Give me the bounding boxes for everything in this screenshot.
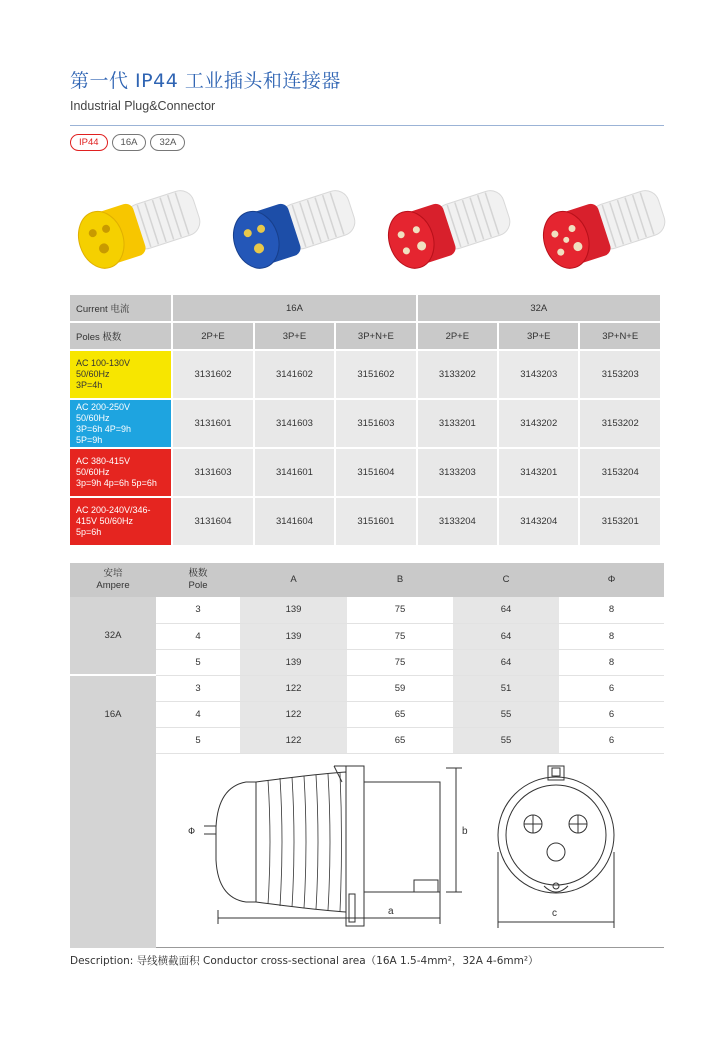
table-cell: 3141604 [255,498,334,545]
table-row [70,449,660,496]
table-cell: 75 [347,649,453,675]
blue-plug-image [225,175,360,285]
table-row [70,597,664,623]
table-cell: 4 [156,623,240,649]
table-cell: 8 [559,649,664,675]
ampere-cell: 32A [70,597,156,675]
table-cell: 64 [453,623,559,649]
yellow-plug-image [70,175,205,285]
table-cell: 55 [453,701,559,727]
page-subtitle: Industrial Plug&Connector [70,99,216,113]
table-cell: 3143201 [499,449,578,496]
table-cell: 64 [453,649,559,675]
table-cell: 51 [453,675,559,701]
red-plug-4pin-image [380,175,515,285]
table-cell: 3131603 [173,449,252,496]
table-row [70,727,664,753]
table-cell: 3153203 [580,351,660,398]
table-cell: 3151604 [336,449,415,496]
table-cell: 3143203 [499,351,578,398]
voltage-label-red-2: AC 200-240V/346- 415V 50/60Hz 5p=6h [70,498,171,545]
table-cell: 3133203 [418,449,497,496]
table-cell: 3141601 [255,449,334,496]
voltage-label-blue: AC 200-250V 50/60Hz 3P=6h 4P=9h 5P=9h [70,400,171,447]
table-cell: 3133204 [418,498,497,545]
pole-header: 2P+E [173,323,252,349]
dim-label-phi: Φ [188,827,196,837]
dim-label-b: b [462,826,468,837]
table-cell: 65 [347,701,453,727]
table-row [70,701,664,727]
voltage-label-red: AC 380-415V 50/60Hz 3p=9h 4p=6h 5p=6h [70,449,171,496]
pole-header: 3P+N+E [336,323,415,349]
table-cell: 5 [156,727,240,753]
dim-label-c: c [552,908,557,919]
red-plug-5pin-image [535,175,670,285]
dim-label-a: a [388,906,394,917]
product-code-table [68,293,662,547]
table-cell: 3131601 [173,400,252,447]
table-cell: 139 [240,649,347,675]
dimension-table [70,563,664,754]
tag-list [70,134,185,151]
table-row [70,649,664,675]
table-cell: 8 [559,623,664,649]
table-cell: 3153201 [580,498,660,545]
table-cell: 3151602 [336,351,415,398]
table-cell: 3143204 [499,498,578,545]
table-cell: 6 [559,675,664,701]
pole-header: 3P+E [499,323,578,349]
table-cell: 5 [156,649,240,675]
table-row [70,400,660,447]
table-cell: 6 [559,701,664,727]
table-row [70,623,664,649]
plug-images [70,175,664,285]
group-16a-header: 16A [173,295,415,321]
title-divider [70,125,664,126]
table-row [70,351,660,398]
ampere-header: 安培 Ampere [70,563,156,597]
voltage-label-yellow: AC 100-130V 50/60Hz 3P=4h [70,351,171,398]
table-cell: 3151603 [336,400,415,447]
dimension-drawing [70,752,664,948]
table-cell: 3 [156,675,240,701]
group-32a-header: 32A [418,295,660,321]
table-cell: 3133201 [418,400,497,447]
table-cell: 6 [559,727,664,753]
col-a-header: A [240,563,347,597]
table-cell: 75 [347,623,453,649]
table-cell: 3131604 [173,498,252,545]
table-cell: 3 [156,597,240,623]
tag-ip44[interactable]: IP44 [70,134,108,151]
pole-header: 极数 Pole [156,563,240,597]
pole-header: 3P+N+E [580,323,660,349]
tag-32a[interactable]: 32A [150,134,185,151]
tag-16a[interactable]: 16A [112,134,147,151]
table-cell: 122 [240,701,347,727]
table-cell: 3151601 [336,498,415,545]
description-text: Description: 导线横截面积 Conductor cross-sectional area（16A 1.5-4mm²，32A 4-6mm²） [70,955,539,967]
table-cell: 64 [453,597,559,623]
table-cell: 139 [240,623,347,649]
pole-header: 2P+E [418,323,497,349]
page-title: 第一代 IP44 工业插头和连接器 [70,70,341,92]
col-b-header: B [347,563,453,597]
table-cell: 8 [559,597,664,623]
table-cell: 3133202 [418,351,497,398]
table-cell: 75 [347,597,453,623]
current-header: Current 电流 [70,295,171,321]
table-cell: 65 [347,727,453,753]
table-cell: 3131602 [173,351,252,398]
table-cell: 3153204 [580,449,660,496]
poles-header: Poles 极数 [70,323,171,349]
table-cell: 3153202 [580,400,660,447]
table-cell: 3141602 [255,351,334,398]
table-cell: 3143202 [499,400,578,447]
plug-drawing-svg [156,752,664,948]
col-phi-header: Φ [559,563,664,597]
table-row [70,498,660,545]
table-cell: 122 [240,727,347,753]
pole-header: 3P+E [255,323,334,349]
col-c-header: C [453,563,559,597]
table-cell: 59 [347,675,453,701]
drawing-left-panel [70,752,156,948]
table-cell: 4 [156,701,240,727]
table-row [70,675,664,701]
table-cell: 122 [240,675,347,701]
ampere-cell: 16A [70,675,156,753]
table-cell: 3141603 [255,400,334,447]
table-cell: 55 [453,727,559,753]
table-cell: 139 [240,597,347,623]
